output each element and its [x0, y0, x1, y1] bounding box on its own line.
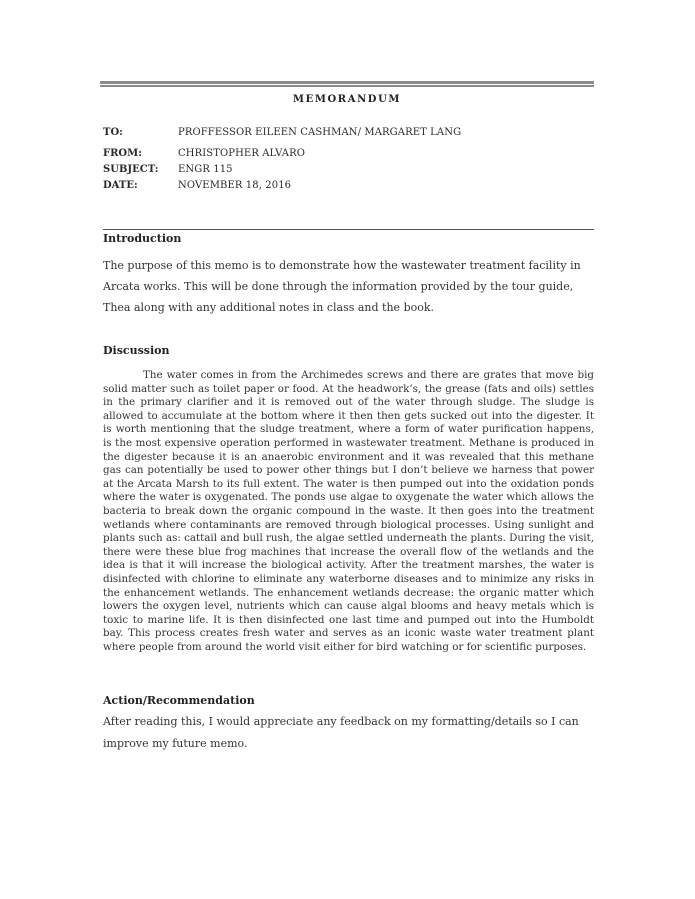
top-double-rule-upper [100, 81, 594, 84]
subject-label: SUBJECT: [103, 164, 159, 175]
date-value: NOVEMBER 18, 2016 [178, 180, 292, 191]
subject-value: ENGR 115 [178, 164, 233, 175]
introduction-heading: Introduction [103, 232, 182, 245]
discussion-paragraph: The water comes in from the Archimedes screws and there are grates that move big solid matter such as toilet paper or food. At the headwork’s, the grease (fats and oils) settles in the primary clarifier and it is removed out of the water through sludge. The sludge is allowed to accumulate at the bottom where it then then gets sucked out into the digester. It is worth mentioning that the sludge treatment, where a form of water purification happens, is the most expensive operation performed in wastewater treatment. Methane is produced in the digester because it is an anaerobic environment and it was revealed that this methane gas can potentially be used to power other things but I don’t believe we harness that power at the Arcata Marsh to its full extent. The water is then pumped out into the oxidation ponds where the water is oxygenated. The ponds use algae to oxygenate the water which allows the bacteria to break down the organic compound in the waste. It then goes into the treatment wetlands where contaminants are removed through biological processes. Using sunlight and plants such as: cattail and bull rush, the algae settled underneath the plants. During the visit, there were these blue frog machines that increase the overall flow of the wetlands and the idea is that it will increase the biological activity. After the treatment marshes, the water is disinfected with chlorine to eliminate any waterborne diseases and to minimize any risks in the enhancement wetlands. The enhancement wetlands decrease: the organic matter which lowers the oxygen level, nutrients which can cause algal blooms and heavy metals which is toxic to marine life. It is then disinfected one last time and pumped out into the Humboldt bay. This process creates fresh water and serves as an iconic waste water treatment plant where people from around the world visit either for bird watching or for scientific purposes. [103, 369, 594, 653]
action-heading: Action/Recommendation [103, 694, 255, 707]
from-value: CHRISTOPHER ALVARO [178, 148, 305, 159]
to-value: PROFFESSOR EILEEN CASHMAN/ MARGARET LANG [178, 127, 462, 138]
introduction-paragraph: The purpose of this memo is to demonstrate how the wastewater treatment facility in Arcata works. This will be done through the information provided by the tour guide, Thea along with any additional notes in class and the book. [103, 259, 581, 314]
memo-title: MEMORANDUM [292, 94, 402, 105]
date-label: DATE: [103, 180, 138, 191]
header-divider [103, 229, 594, 230]
from-label: FROM: [103, 148, 142, 159]
action-paragraph: After reading this, I would appreciate any feedback on my formatting/details so I can improve my future memo. [103, 715, 579, 750]
discussion-heading: Discussion [103, 344, 170, 357]
to-label: TO: [103, 127, 123, 138]
top-double-rule-lower [100, 85, 594, 87]
